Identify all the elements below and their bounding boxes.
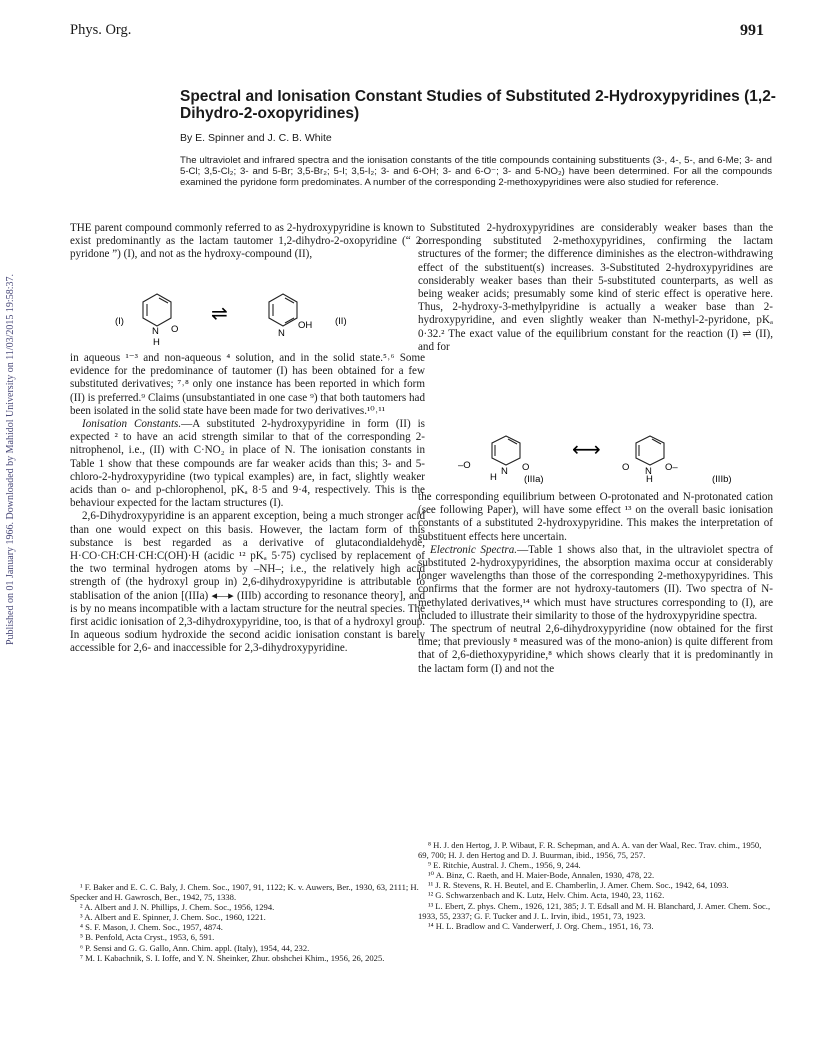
left-column-top (70, 222, 425, 262)
page-number: 991 (740, 22, 764, 39)
equilibrium-arrow: ⇌ (211, 303, 228, 325)
section-heading-ionisation: Ionisation Constants. (82, 418, 182, 431)
left-paragraph-1: THE parent compound commonly referred to as 2-hydroxypyridine is known to exist predominantly as the lactam tautomer 1,2-dihydro-2-oxopyridine (“ 2-pyridone ”) (I), and not as the hydroxy-compound (II), (70, 222, 425, 261)
footnotes-right (418, 840, 773, 931)
left-paragraph-2: in aqueous ¹⁻³ and non-aqueous ⁴ solution, and in the solid state.⁵˒⁶ Some evidence for the predominance of tautomer (I) has been obtained for a few substituted derivatives; ⁷˒⁸ only one instance has been reported in which form (II) is preferred.⁹ Claims (unsubstantiated in one case ⁹) that both tautomers had been isolated in the solid state have been made for two derivatives.¹⁰˒¹¹ (70, 352, 425, 417)
left-paragraph-3 (70, 418, 425, 510)
atom-N-II: N (278, 328, 285, 339)
footnote-6: ⁶ P. Sensi and G. G. Gallo, Ann. Chim. appl. (Italy), 1954, 44, 232. (80, 942, 310, 953)
footnote-10: ¹⁰ A. Binz, C. Raeth, and H. Maier-Bode, Annalen, 1930, 478, 22. (428, 870, 655, 881)
atom-O-minus-IIIa: –O (458, 460, 471, 471)
footnote-5: ⁵ B. Penfold, Acta Cryst., 1953, 6, 591. (80, 932, 215, 943)
atom-O-IIIa: O (522, 462, 530, 473)
article-abstract: The ultraviolet and infrared spectra and the ionisation constants of the title compounds containing substituents (3-, 4-, 5-, and 6-Me; 3- and 5-Cl; 3,5-Cl₂; 3- and 5-Br; 3,5-Br₂; 5-I; 3,5-I₂; 3- and 6-OH; 3- and 6-O⁻; 3- and 5-NO₂) have been determined. For all the compounds examined the pyridone form predominates. A number of the corresponding 2-methoxypyridines were also studied for reference. (180, 155, 772, 188)
right-paragraph-1: Substituted 2-hydroxypyridines are considerably weaker bases than the corresponding substituted 2-methoxypyridines, confirming the lactam structures of the former; the difference diminishes as the electron-withdrawing effect of the substituent(s) increases. 3-Substituted 2-hydroxypyridines are considerably weaker bases than their 5-substituted counterparts, as well as being weaker acids; presumably some kind of steric effect is operative here. Thus, 2-hydroxy-3-methylpyridine is actually a weaker base than 2-hydroxypyridine, and even slightly weaker than N-methyl-2-pyridone, pKₐ 0·32.² The exact value of the equilibrium constant for the reaction (I) ⇌ (II), and for (418, 222, 773, 353)
right-paragraph-2: the corresponding equilibrium between O-protonated and N-protonated cation (see following Paper), will have some effect ¹³ on the overall basic ionisation constants of a substituted 2-hydroxypyridine. This makes the interpretation of substituent effects here uncertain. (418, 491, 773, 543)
footnote-2: ² A. Albert and J. N. Phillips, J. Chem. Soc., 1956, 1294. (80, 902, 275, 913)
running-header-journal: Phys. Org. (70, 22, 132, 38)
atom-H-I: H (153, 337, 160, 348)
footnote-12: ¹² G. Schwarzenbach and K. Lutz, Helv. Chim. Acta, 1940, 23, 1162. (428, 890, 665, 901)
footnote-11: ¹¹ J. R. Stevens, R. H. Beutel, and E. Chamberlin, J. Amer. Chem. Soc., 1942, 64, 1093. (428, 880, 729, 891)
right-paragraph-4: The spectrum of neutral 2,6-dihydroxypyridine (now obtained for the first time; that previously ⁸ measured was of the mono-anion) is quite different from that of 2,6-diethoxypyridine,⁸ which shows clearly that it is predominantly in the lactam form (I) and not the (418, 623, 773, 675)
download-watermark-text: Published on 01 January 1966. Downloaded by Mahidol University on 11/03/2015 19:58:37. (5, 274, 16, 645)
pyridone-ring-I (143, 294, 171, 326)
atom-O-IIIb: O (622, 462, 630, 473)
section-heading-electronic-spectra: Electronic Spectra. (430, 543, 518, 556)
anion-ring-IIIa (492, 436, 520, 465)
left-paragraph-3-text: —A substituted 2-hydroxypyridine in form (II) is expected ² to have an acid strength similar to that of the corresponding 2-nitrophenol, i.e., (II) with C·NO₂ in place of N. The ionisation constants in Table 1 show that these compounds are far weaker acids than this; 3- and 5-chloro-2-hydroxypyridine (two typical examples) are, in fact, slightly weaker acids than o- and p-chlorophenol, pKₐ 8·5 and 9·4, respectively. This is the behaviour expected for the lactam structures (I). (70, 418, 426, 510)
atom-O-I: O (171, 324, 179, 335)
structure-IIIa-IIIb (450, 432, 750, 484)
left-column-body (70, 352, 425, 656)
footnote-8: ⁸ H. J. den Hertog, J. P. Wibaut, F. R. Schepman, and A. A. van der Waal, Rec. Trav. chim., 1950, 69, 700; H. J. den Hertog and D. J. Buurman, ibid., 1956, 75, 257. (418, 840, 762, 861)
footnote-13: ¹³ L. Ebert, Z. phys. Chem., 1926, 121, 385; J. T. Edsall and M. H. Blanchard, J. Amer. Chem. Soc., 1933, 55, 2337; G. F. Tucker and J. L. Irvin, ibid., 1951, 73, 1923. (418, 900, 771, 921)
footnote-4: ⁴ S. F. Mason, J. Chem. Soc., 1957, 4874. (80, 922, 223, 933)
footnote-7: ⁷ M. I. Kabachnik, S. I. Ioffe, and Y. N. Sheinker, Zhur. obshchei Khim., 1956, 26, 2025. (80, 952, 385, 963)
atom-H-IIIb: H (646, 474, 653, 484)
download-watermark (4, 215, 18, 655)
label-I: (I) (115, 316, 124, 327)
footnotes-left (70, 882, 425, 963)
footnote-9: ⁹ E. Ritchie, Austral. J. Chem., 1956, 9, 244. (428, 860, 581, 871)
anion-ring-IIIb (636, 436, 664, 465)
resonance-arrow: ⟷ (572, 439, 601, 461)
atom-N-IIIb: N (645, 466, 652, 477)
footnote-3: ³ A. Albert and E. Spinner, J. Chem. Soc., 1960, 1221. (80, 912, 266, 923)
right-column-top (418, 222, 773, 354)
atom-H-IIIa: H (490, 472, 497, 483)
right-column-body (418, 491, 773, 676)
label-IIIa: (IIIa) (524, 474, 544, 484)
atom-O-minus-IIIb: O– (665, 462, 678, 473)
pyridine-ring-II (269, 294, 297, 326)
label-II: (II) (335, 316, 347, 327)
left-paragraph-4: 2,6-Dihydroxypyridine is an apparent exception, being a much stronger acid than one would expect on this basis. However, the lactam form of this substance is best regarded as a derivative of glutacondialdehyde, H·CO·CH:CH·CH:C(OH)·H (acidic ¹² pKₐ 5·75) cyclised by replacement of the two terminal hydrogen atoms by –NH–; i.e., the relatively high acid strength of (the hydroxyl group in) 2,6-dihydroxypyridine is attributable to stablisation of the anion [(IIIa) ◂—▸ (IIIb) according to resonance theory], and is by no means incompatible with a lactam structure for the neutral species. The first acidic ionisation of 2,3-dihydroxypyridine, too, is that of a hydroxyl group. In aqueous sodium hydroxide the second acidic ionisation constant is barely accessible for 2,6- and inaccessible for 2,3-dihydroxypyridine. (70, 510, 425, 655)
article-authors: By E. Spinner and J. C. B. White (180, 132, 332, 144)
label-IIIb: (IIIb) (712, 474, 732, 484)
article-title: Spectral and Ionisation Constant Studies of Substituted 2-Hydroxypyridines (1,2-Dihydro-2-oxopyridines) (180, 88, 776, 122)
footnote-14: ¹⁴ H. L. Bradlow and C. Vanderwerf, J. Org. Chem., 1951, 16, 73. (428, 920, 654, 931)
structure-I-II (115, 290, 365, 352)
footnote-1: ¹ F. Baker and E. C. C. Baly, J. Chem. Soc., 1907, 91, 1122; K. v. Auwers, Ber., 1930, 63, 2111; H. Specker and H. Gawrosch, Ber., 1942, 75, 1338. (70, 882, 419, 903)
atom-N-I: N (152, 326, 159, 337)
atom-N-IIIa: N (501, 466, 508, 477)
right-paragraph-3 (418, 544, 773, 623)
right-paragraph-3-text: —Table 1 shows also that, in the ultraviolet spectra of substituted 2-hydroxypyridines, the absorption maxima occur at considerably longer wavelengths than those of the corresponding 2-methoxypyridines. This confirms that the former are not hydroxy-tautomers (II). Two spectra of N-methylated derivatives,¹⁴ which must have structures corresponding to (I), are included to illustrate their similarity to those of the hydroxypyridine spectra. (418, 543, 774, 622)
atom-OH-II: OH (298, 320, 313, 331)
